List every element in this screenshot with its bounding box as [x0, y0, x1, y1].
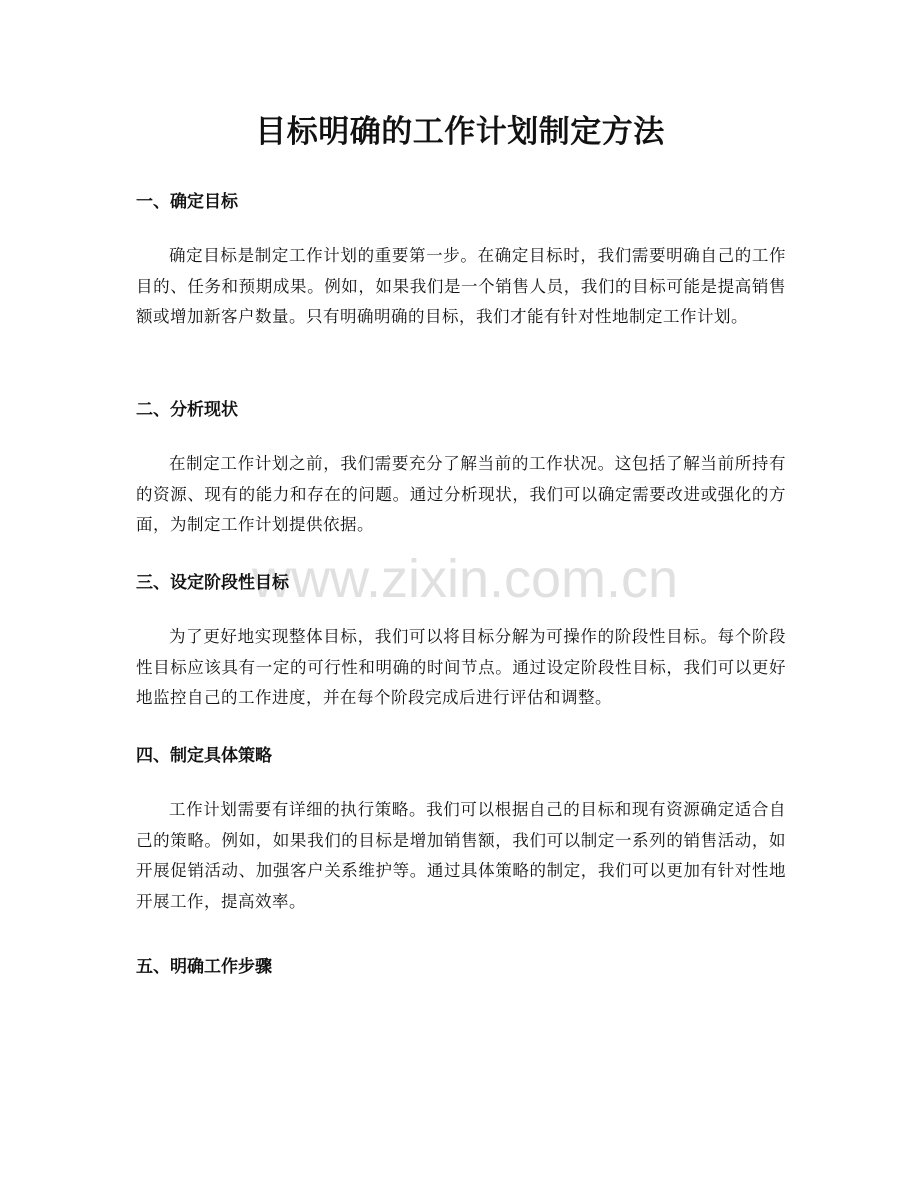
section-heading: 五、明确工作步骤 — [136, 957, 272, 977]
section-paragraph: 在制定工作计划之前，我们需要充分了解当前的工作状况。这包括了解当前所持有的资源、现有的能力和存在的问题。通过分析现状，我们可以确定需要改进或强化的方面，为制定工作计划提供依据。 — [136, 454, 786, 534]
section-analyze-status — [136, 398, 786, 541]
section-stage-goals — [136, 571, 786, 714]
section-heading: 三、设定阶段性目标 — [136, 573, 289, 593]
section-determine-goal — [136, 190, 786, 333]
section-work-steps — [136, 955, 786, 979]
section-paragraph: 确定目标是制定工作计划的重要第一步。在确定目标时，我们需要明确自己的工作目的、任务和预期成果。例如，如果我们是一个销售人员，我们的目标可能是提高销售额或增加新客户数量。只有明确明确的目标，我们才能有针对性地制定工作计划。 — [136, 246, 786, 326]
section-heading: 一、确定目标 — [136, 192, 238, 212]
watermark: www.zixin.com.cn — [251, 549, 679, 609]
section-paragraph: 为了更好地实现整体目标，我们可以将目标分解为可操作的阶段性目标。每个阶段性目标应该具有一定的可行性和明确的时间节点。通过设定阶段性目标，我们可以更好地监控自己的工作进度，并在每个阶段完成后进行评估和调整。 — [136, 627, 786, 707]
page-title: 目标明确的工作计划制定方法 — [255, 114, 665, 150]
section-heading: 二、分析现状 — [136, 400, 238, 420]
section-heading: 四、制定具体策略 — [136, 746, 272, 766]
section-specific-strategy — [136, 744, 786, 917]
section-paragraph: 工作计划需要有详细的执行策略。我们可以根据自己的目标和现有资源确定适合自己的策略。例如，如果我们的目标是增加销售额，我们可以制定一系列的销售活动，如开展促销活动、加强客户关系维护等。通过具体策略的制定，我们可以更加有针对性地开展工作，提高效率。 — [136, 800, 786, 911]
